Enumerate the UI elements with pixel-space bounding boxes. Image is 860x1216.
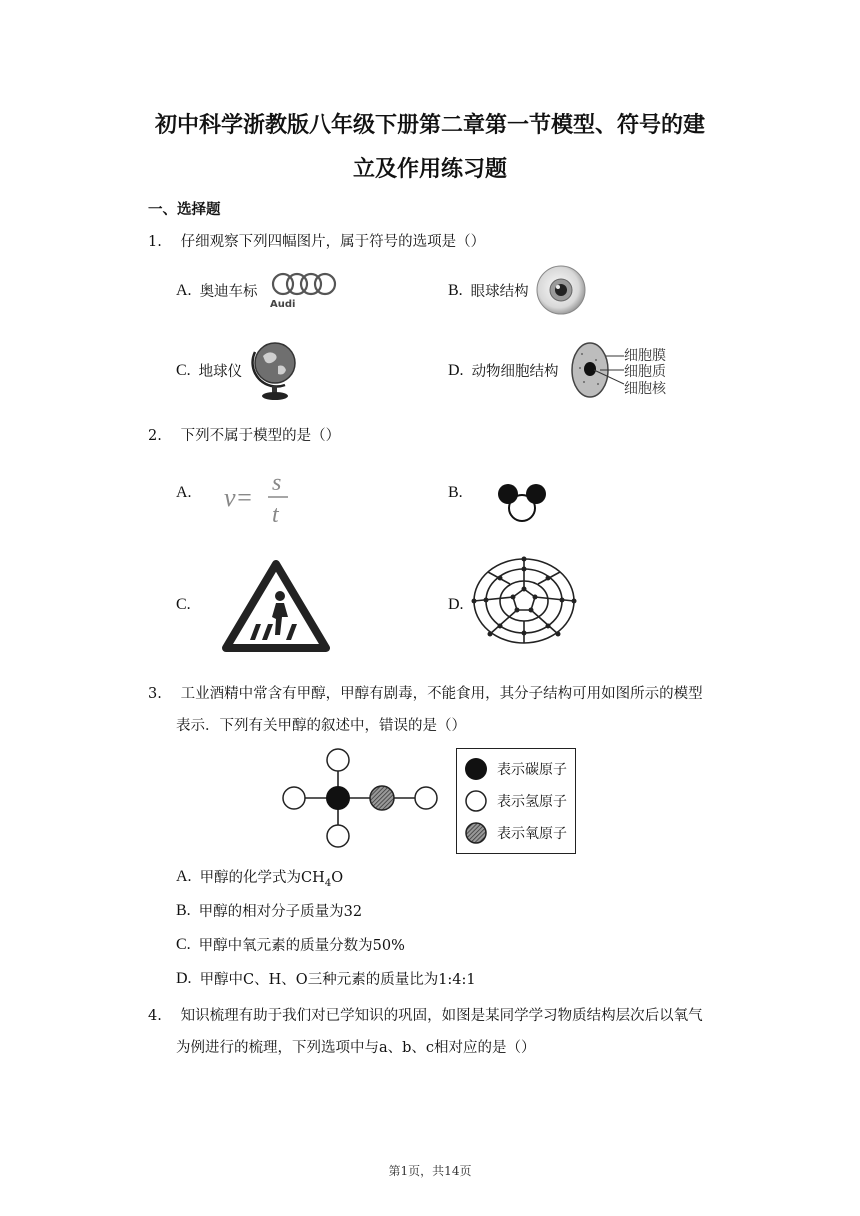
question-stem: 下列不属于模型的是（） <box>180 428 341 444</box>
option-letter: A. <box>176 484 192 501</box>
question-4-stem-line2: 为例进行的梳理，下列选项中与a、b、c相对应的是（） <box>176 1040 536 1056</box>
q2-option-d[interactable] <box>448 596 472 614</box>
fullerene-icon <box>470 556 578 646</box>
option-letter: D. <box>448 361 464 379</box>
q2-option-a[interactable] <box>176 484 200 502</box>
legend-oxygen-label: 表示氧原子 <box>497 826 567 842</box>
option-letter: A. <box>176 281 192 299</box>
question-number: 3. <box>148 686 162 702</box>
question-number: 4. <box>148 1008 162 1024</box>
q3-option-d[interactable] <box>176 968 476 989</box>
page-title-line1: 初中科学浙教版八年级下册第二章第一节模型、符号的建 <box>154 113 705 138</box>
methanol-legend <box>456 748 576 854</box>
animal-cell-icon <box>568 340 676 400</box>
hydrogen-atom-icon <box>463 788 489 814</box>
option-text: 甲醇中氧元素的质量分数为50% <box>198 938 405 954</box>
formula-s: s <box>272 470 282 496</box>
q3-option-c[interactable] <box>176 934 405 955</box>
formula-icon <box>222 466 294 528</box>
option-text: 眼球结构 <box>470 284 529 300</box>
globe-icon <box>248 338 300 402</box>
question-4 <box>148 1004 703 1025</box>
question-3-stem-line2: 表示．下列有关甲醇的叙述中，错误的是（） <box>176 718 466 734</box>
legend-carbon-label: 表示碳原子 <box>497 762 567 778</box>
option-letter: B. <box>176 901 191 919</box>
option-letter: D. <box>448 596 464 613</box>
audi-logo-icon <box>268 270 348 310</box>
eyeball-icon <box>535 264 587 316</box>
q1-option-b[interactable] <box>448 280 529 301</box>
option-text: 地球仪 <box>198 364 243 380</box>
question-stem-line1: 工业酒精中常含有甲醇，甲醇有剧毒，不能食用，其分子结构可用如图所示的模型 <box>180 686 703 702</box>
cell-label-cytoplasm: 细胞质 <box>624 364 666 380</box>
question-stem: 仔细观察下列四幅图片，属于符号的选项是（） <box>180 234 486 250</box>
question-number: 2. <box>148 428 162 444</box>
formula-v: v= <box>224 483 254 512</box>
option-text: 甲醇的相对分子质量为32 <box>198 904 363 920</box>
oxygen-atom-icon <box>463 820 489 846</box>
question-2 <box>148 424 340 445</box>
legend-hydrogen-label: 表示氢原子 <box>497 794 567 810</box>
section-heading: 一、选择题 <box>148 202 221 218</box>
question-1 <box>148 230 485 251</box>
q2-option-b[interactable] <box>448 484 471 502</box>
option-letter: C. <box>176 935 191 953</box>
cell-label-nucleus: 细胞核 <box>624 381 666 397</box>
audi-logo-text: Audi <box>270 299 296 310</box>
q3-option-a[interactable] <box>176 866 343 889</box>
option-text: 甲醇中C、H、O三种元素的质量比为1:4:1 <box>199 972 476 988</box>
carbon-atom-icon <box>463 756 489 782</box>
question-stem-line1: 知识梳理有助于我们对已学知识的巩固，如图是某同学学习物质结构层次后以氧气 <box>180 1008 703 1024</box>
q1-option-d[interactable] <box>448 360 559 381</box>
option-text: 甲醇的化学式为$CH_4O$ <box>199 870 344 889</box>
option-letter: B. <box>448 484 463 501</box>
q1-option-c[interactable] <box>176 360 242 381</box>
option-text: 奥迪车标 <box>199 284 258 300</box>
q1-option-a[interactable] <box>176 280 258 301</box>
option-letter: C. <box>176 596 191 613</box>
molecule-icon <box>496 482 548 526</box>
cell-label-membrane: 细胞膜 <box>624 348 666 364</box>
option-text: 动物细胞结构 <box>471 364 559 380</box>
q3-option-b[interactable] <box>176 900 362 921</box>
pedestrian-crossing-sign-icon <box>222 558 330 654</box>
methanol-model-icon <box>280 746 440 850</box>
option-letter: C. <box>176 361 191 379</box>
page-title-line2: 立及作用练习题 <box>352 157 507 182</box>
page-footer: 第1页，共14页 <box>388 1164 472 1178</box>
question-3 <box>148 682 703 703</box>
option-letter: D. <box>176 969 192 987</box>
formula-t: t <box>272 502 279 528</box>
option-letter: B. <box>448 281 463 299</box>
q2-option-c[interactable] <box>176 596 199 614</box>
option-letter: A. <box>176 868 192 886</box>
question-number: 1. <box>148 234 162 250</box>
